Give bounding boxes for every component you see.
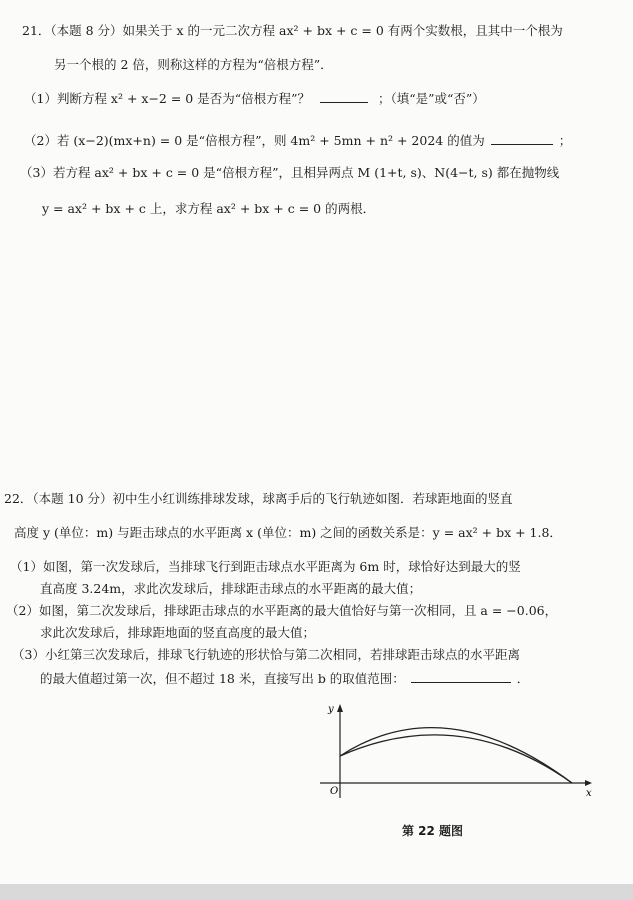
- y-axis-label: y: [328, 704, 334, 715]
- q21-part2-end: ；: [558, 133, 572, 148]
- q21-part3-cont: y = ax² + bx + c 上，求方程 ax² + bx + c = 0 的两根．: [42, 201, 376, 216]
- page-bottom-strip: [0, 884, 633, 900]
- y-axis-arrow-icon: [337, 704, 343, 712]
- q21-part1-text: （1）判断方程 x² + x−2 = 0 是否为“倍根方程”？: [24, 91, 311, 106]
- origin-label: O: [330, 786, 339, 797]
- q22-header: 22．（本题 10 分）初中生小红训练排球发球，球离手后的飞行轨迹如图．若球距地面的竖直: [4, 491, 513, 506]
- x-axis-label: x: [586, 788, 592, 799]
- q21-part1-hint: ；（填“是”或“否”）: [377, 91, 485, 106]
- q22-part2-cont: 求此次发球后，排球距地面的竖直高度的最大值；: [40, 625, 316, 640]
- q22-part3-cont: [40, 670, 529, 688]
- q21-part2-text: （2）若 (x−2)(mx+n) = 0 是“倍根方程”，则 4m² + 5mn + n² + 2024 的值为: [24, 133, 485, 148]
- q21-part3: （3）若方程 ax² + bx + c = 0 是“倍根方程”，且相异两点 M (1+t, s)、N(4−t, s) 都在抛物线: [20, 165, 560, 180]
- q21-part2-answer-blank[interactable]: [491, 132, 553, 145]
- q22-part3: （3）小红第三次发球后，排球飞行轨迹的形状恰与第二次相同，若排球距击球点的水平距离: [12, 647, 520, 662]
- q21-header-cont: 另一个根的 2 倍，则称这样的方程为“倍根方程”．: [54, 57, 333, 72]
- q22-part2: （2）如图，第二次发球后，排球距击球点的水平距离的最大值恰好与第一次相同，且 a = −0.06，: [6, 603, 558, 618]
- q22-part3-answer-blank[interactable]: [411, 670, 511, 683]
- q21-part1-answer-blank[interactable]: [320, 90, 368, 103]
- q22-part1: （1）如图，第一次发球后，当排球飞行到距击球点水平距离为 6m 时，球恰好达到最大的竖: [10, 559, 521, 574]
- q21-header: 21．（本题 8 分）如果关于 x 的一元二次方程 ax² + bx + c = 0 有两个实数根，且其中一个根为: [22, 23, 563, 38]
- q22-part3-end: ．: [516, 671, 530, 686]
- trajectory-figure: [320, 698, 595, 803]
- x-axis-arrow-icon: [585, 780, 592, 786]
- q22-header-cont: 高度 y (单位：m) 与距击球点的水平距离 x (单位：m) 之间的函数关系是：y = ax² + bx + 1.8．: [14, 525, 562, 540]
- q21-part2: [24, 132, 571, 150]
- q22-part3-cont-text: 的最大值超过第一次，但不超过 18 米，直接写出 b 的取值范围：: [40, 671, 405, 686]
- trajectory-second-serve: [340, 735, 572, 783]
- figure-caption: 第 22 题图: [402, 824, 464, 838]
- q21-part1: [24, 90, 485, 108]
- q22-part1-cont: 直高度 3.24m，求此次发球后，排球距击球点的水平距离的最大值；: [40, 581, 422, 596]
